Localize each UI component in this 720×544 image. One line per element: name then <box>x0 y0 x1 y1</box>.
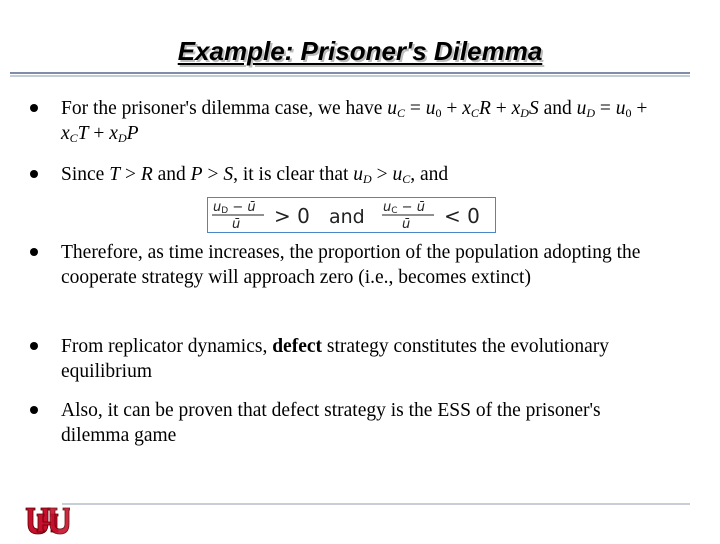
text-run: > <box>371 164 393 185</box>
text-run: + <box>88 123 110 144</box>
bullet-dot-icon <box>30 248 38 256</box>
math-symbol: P <box>190 164 203 185</box>
bullet-item-5 <box>26 398 666 448</box>
formula-conjunction: and <box>329 206 365 228</box>
math-symbol: x <box>61 123 70 144</box>
subscript: D <box>363 172 372 186</box>
formula-right-relation: < 0 <box>444 204 480 228</box>
formula-right-denominator: ū <box>402 217 411 232</box>
math-symbol: S <box>528 98 539 119</box>
bullet-text <box>61 398 666 448</box>
formula-left-numerator: uD − ū <box>213 200 256 216</box>
text-run: From replicator dynamics, <box>61 336 273 357</box>
text-run: > <box>120 164 141 185</box>
subscript: C <box>402 172 411 186</box>
subscript: 0 <box>435 106 442 120</box>
math-symbol: u <box>576 98 587 119</box>
subscript: 0 <box>625 106 632 120</box>
text-run: , it is clear that <box>233 164 354 185</box>
bullet-item-2 <box>26 162 666 187</box>
text-run: , and <box>410 164 449 185</box>
subscript: D <box>117 131 127 145</box>
formula-left-relation: > 0 <box>274 204 310 228</box>
title-divider-light <box>10 75 690 77</box>
text-run: + <box>441 98 463 119</box>
university-of-houston-logo-icon <box>24 505 70 539</box>
math-symbol: u <box>425 98 436 119</box>
bullet-dot-icon <box>30 406 38 414</box>
bullet-dot-icon <box>30 342 38 350</box>
text-run: + <box>490 98 512 119</box>
subscript: C <box>397 106 406 120</box>
subscript: D <box>586 106 596 120</box>
text-run: > <box>202 164 224 185</box>
text-run: and <box>538 98 577 119</box>
footer-divider <box>62 503 690 505</box>
text-run: + <box>631 98 648 119</box>
text-run: Also, it can be proven that defect strategy is the ESS of the prisoner's dilemma game <box>61 400 601 446</box>
math-symbol: u <box>615 98 626 119</box>
subscript: C <box>69 131 78 145</box>
formula-svg <box>208 198 495 232</box>
math-symbol: T <box>109 164 121 185</box>
math-symbol: u <box>387 98 397 119</box>
math-symbol: x <box>511 98 521 119</box>
bullet-item-4 <box>26 334 666 384</box>
subscript: D <box>520 106 529 120</box>
emphasis-text: defect <box>272 336 323 357</box>
math-symbol: u <box>392 164 403 185</box>
slide-title: Example: Prisoner's Dilemma <box>177 36 543 66</box>
math-symbol: x <box>462 98 471 119</box>
text-run: = <box>595 98 616 119</box>
math-symbol: S <box>223 164 234 185</box>
bullet-item-1 <box>26 96 666 146</box>
text-run: = <box>405 98 426 119</box>
title-divider <box>10 72 690 77</box>
bullet-dot-icon <box>30 104 38 112</box>
bullet-text <box>61 334 666 384</box>
text-run: strategy constitutes the evolutionary equilibrium <box>61 336 610 382</box>
formula-image <box>207 197 496 233</box>
bullet-text <box>61 162 666 187</box>
math-symbol: x <box>109 123 118 144</box>
math-symbol: u <box>353 164 364 185</box>
subscript: C <box>470 106 479 120</box>
math-symbol: P <box>126 123 139 144</box>
bullet-text <box>61 96 666 146</box>
title-divider-dark <box>10 72 690 74</box>
math-symbol: R <box>140 164 153 185</box>
math-symbol: T <box>77 123 89 144</box>
text-run: Since <box>61 164 110 185</box>
text-run: Therefore, as time increases, the proportion of the population adopting the cooperate strategy will approach zero (i.e., becomes extinct) <box>61 242 641 288</box>
text-run: For the prisoner's dilemma case, we have <box>61 98 388 119</box>
bullet-dot-icon <box>30 170 38 178</box>
formula-right-numerator: uC − ū <box>383 200 425 216</box>
bullet-item-3 <box>26 240 666 290</box>
formula-left-denominator: ū <box>232 217 241 232</box>
text-run: and <box>152 164 191 185</box>
math-symbol: R <box>478 98 491 119</box>
bullet-text <box>61 240 666 290</box>
